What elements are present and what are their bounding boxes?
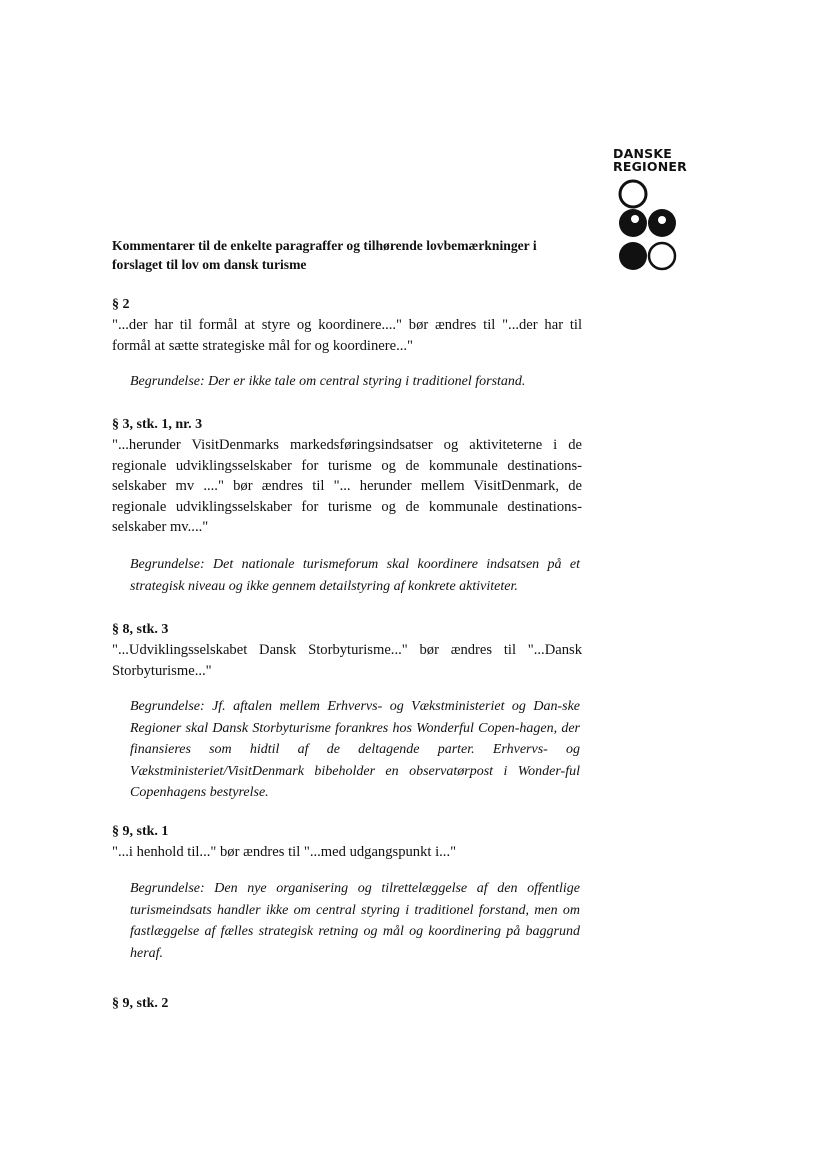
- section-2-reason: Begrundelse: Der er ikke tale om central styring i traditionel forstand.: [130, 374, 526, 389]
- section-9-1: [112, 822, 582, 863]
- section-8: [112, 620, 582, 681]
- section-8-reason: Begrundelse: Jf. aftalen mellem Erhvervs- og Vækstministeriet og Dan-ske Regioner skal Dansk Storbyturisme forankres hos Wonderful Copen-hagen, der finansieres som hidtil af de deltagende parter. Erhvervs- og Vækstministeriet/VisitDenmark bibeholder en observatørpost i Wonder-ful Copenhagens bestyrelse.: [130, 699, 580, 800]
- logo-text-line1: DANSKE: [613, 146, 672, 161]
- section-text: "...der har til formål at styre og koordinere...." bør ændres til "...der har til formål at sætte strategiske mål for og koordinere...": [112, 317, 582, 354]
- section-3-reason: Begrundelse: Det nationale turismeforum skal koordinere indsatsen på et strategisk niveau og ikke gennem detailstyring af konkrete aktiviteter.: [130, 557, 580, 594]
- section-9-1-reason: Begrundelse: Den nye organisering og tilrettelæggelse af den offentlige turismeindsats handler ikke om central styring i traditionel forstand, men om fastlæggelse af fælles strategisk retning og mål og koordinering på baggrund heraf.: [130, 881, 580, 961]
- section-title: § 9, stk. 2: [112, 996, 169, 1011]
- section-title: § 9, stk. 1: [112, 824, 169, 839]
- section-title: § 3, stk. 1, nr. 3: [112, 417, 203, 432]
- logo-circles-icon: [615, 177, 687, 273]
- section-text: "...i henhold til..." bør ændres til "...med udgangspunkt i...": [112, 844, 457, 860]
- heading-line2: forslaget til lov om dansk turisme: [112, 257, 307, 272]
- section-3: [112, 415, 582, 538]
- logo-text-line2: REGIONER: [613, 159, 687, 174]
- danske-regioner-logo: [613, 147, 693, 173]
- section-title: § 8, stk. 3: [112, 622, 169, 637]
- section-title: § 2: [112, 297, 130, 312]
- document-heading: [112, 236, 580, 274]
- section-text: "...Udviklingsselskabet Dansk Storbyturisme..." bør ændres til "...Dansk Storbyturisme...": [112, 642, 582, 679]
- section-9-2: [112, 994, 582, 1014]
- heading-line1: Kommentarer til de enkelte paragraffer og tilhørende lovbemærkninger i: [112, 238, 537, 253]
- section-text: "...herunder VisitDenmarks markedsføringsindsatser og aktiviteterne i de regionale udviklingsselskaber for turisme og de kommunale destinations-selskaber mv ...." bør ændres til "... herunder mellem VisitDenmark, de regionale udviklingsselskaber for turisme og de kommunale destinations-selskaber mv....": [112, 437, 582, 535]
- section-2: [112, 295, 582, 356]
